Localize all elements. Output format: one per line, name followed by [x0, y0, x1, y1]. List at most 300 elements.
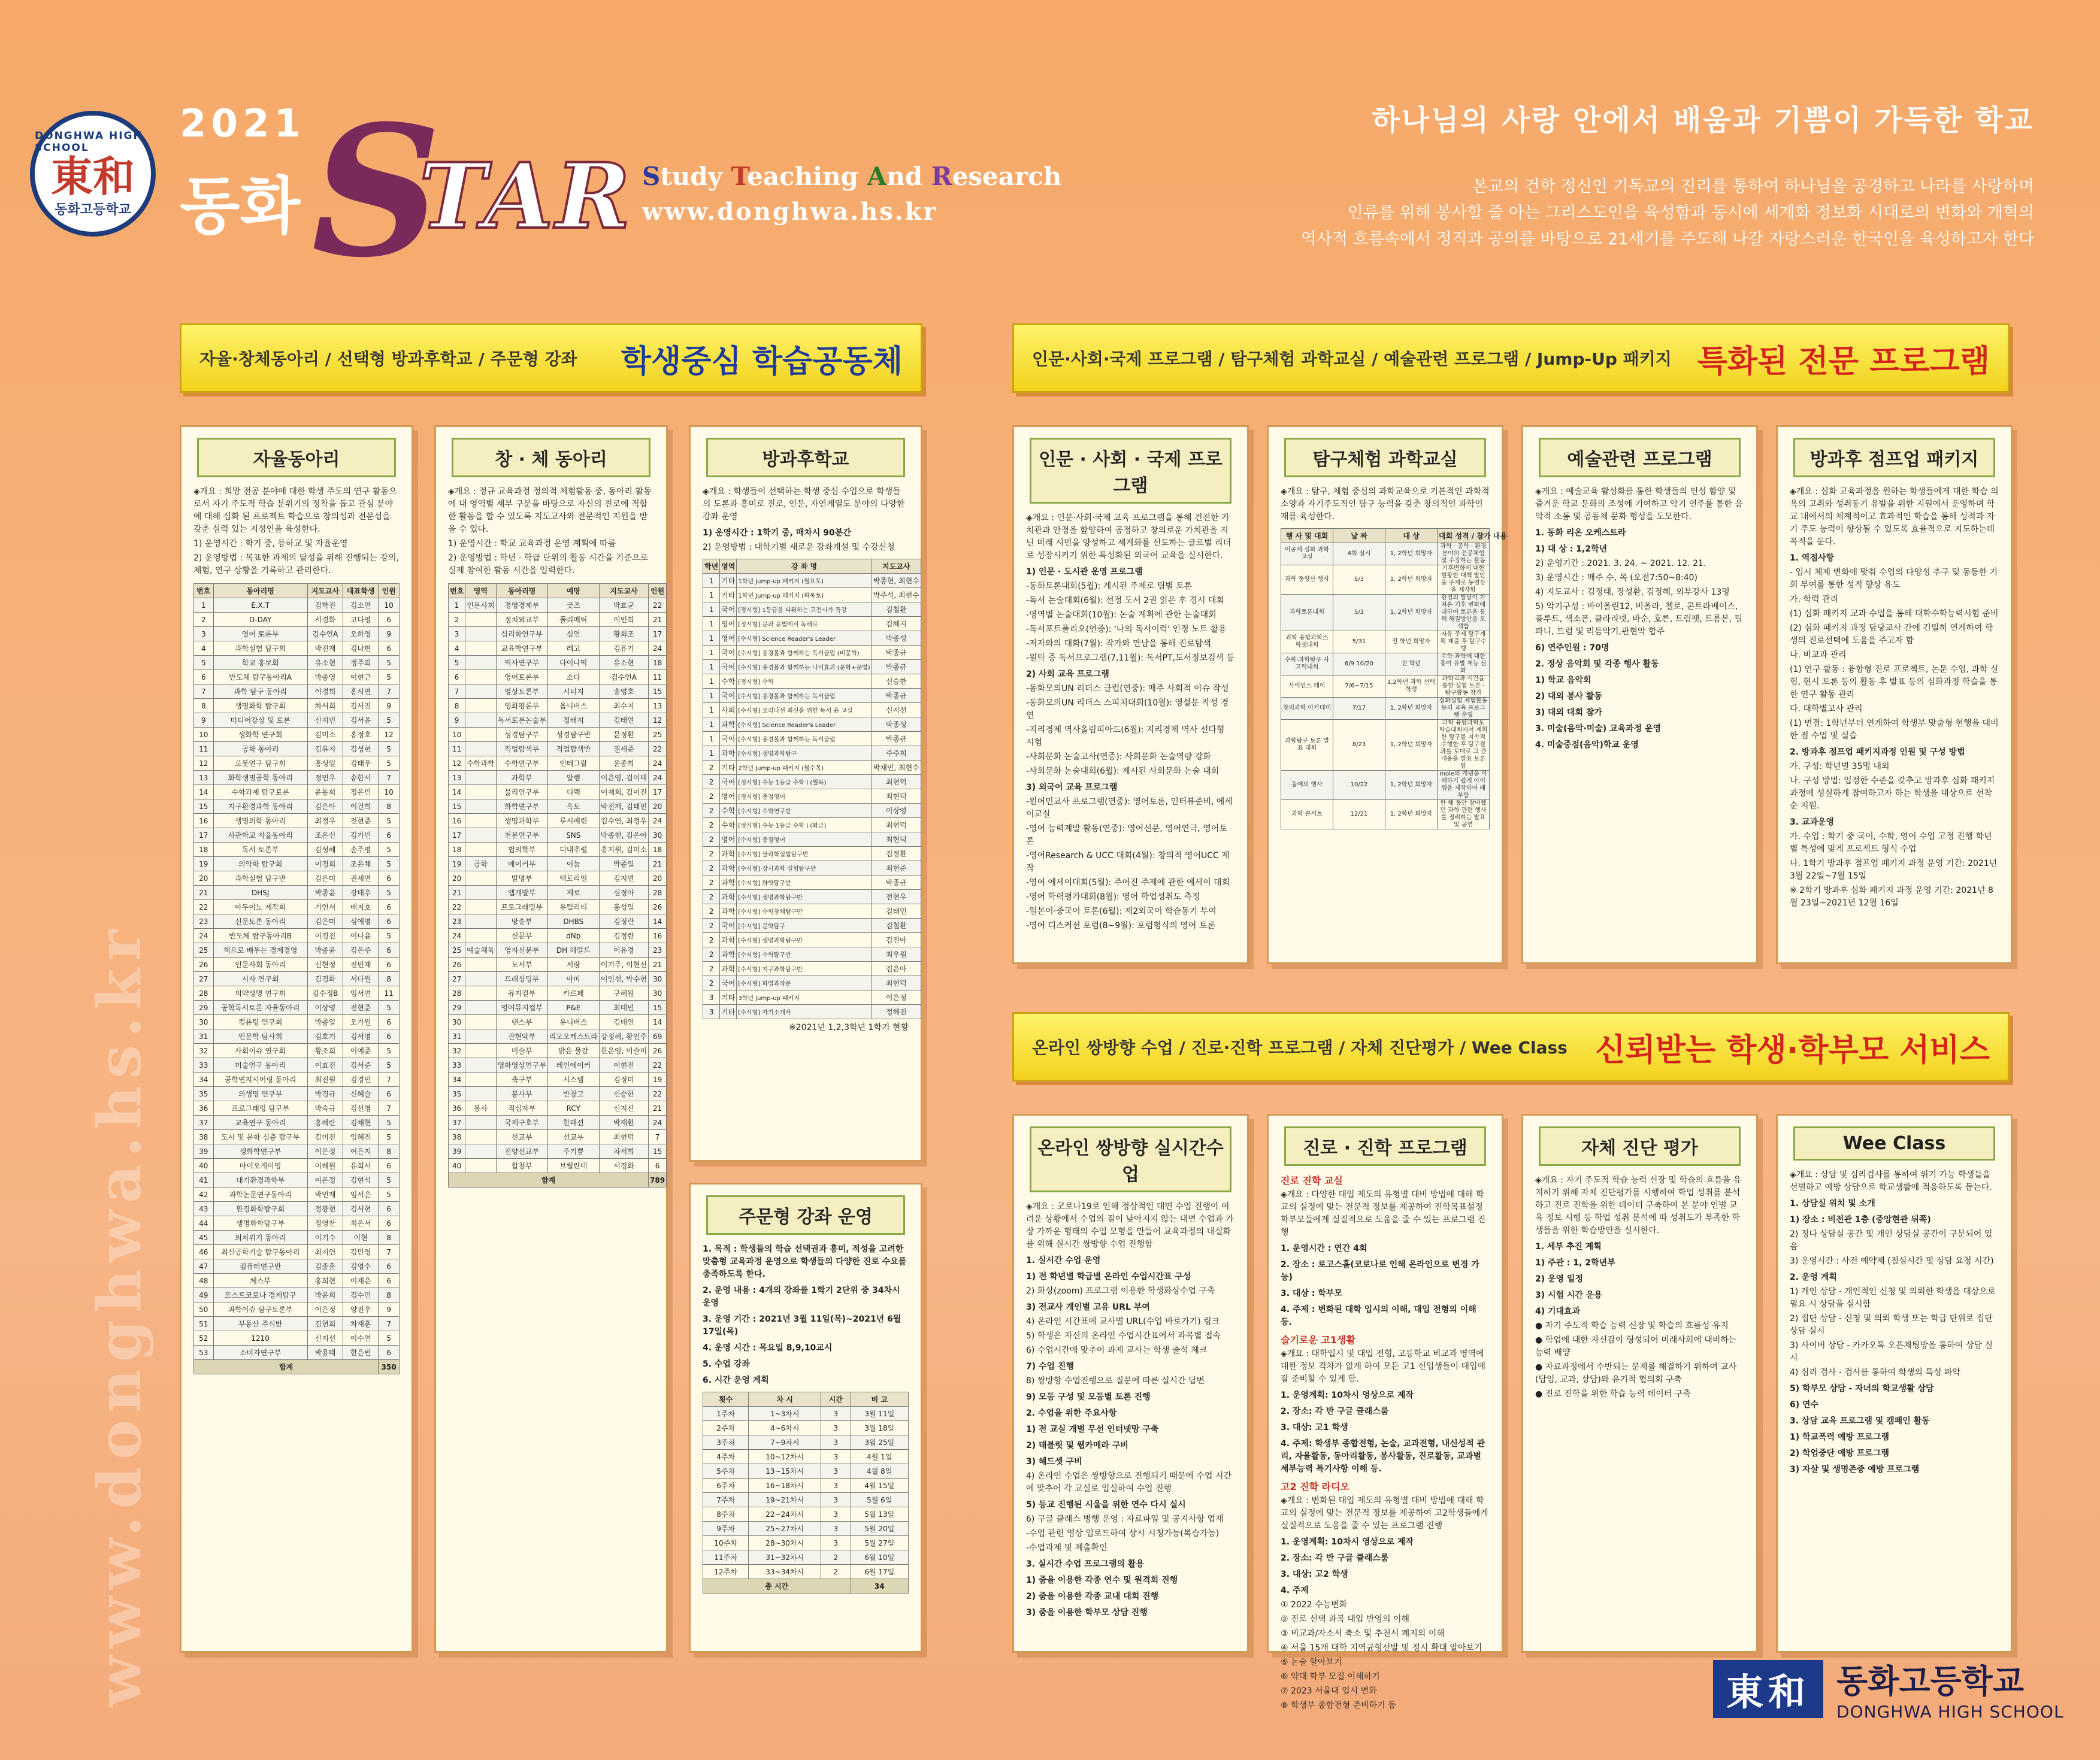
- table-cell: [정시형] 수능 1등급 수학 I (월목): [737, 775, 872, 789]
- table-row: [449, 613, 667, 627]
- table-cell: 21: [194, 886, 214, 900]
- table-cell: 전현우: [872, 890, 921, 904]
- table-cell: 주기쁨: [547, 1144, 599, 1159]
- table-cell: 앱개발부: [496, 886, 547, 900]
- table-cell: 26: [649, 900, 667, 914]
- table-row: [194, 699, 400, 713]
- table-cell: 과학 융합과학도 학술대회에서 계획한 탐구를 지속적 수행한 후 탐구결과를 토대로 그 간 내용을 발표 토론함: [1438, 720, 1490, 771]
- panel-line: ◈개요 : 정규 교육과정 정의적 체험활동 중, 동아리 활동에 대 영역별 세부 구분을 바탕으로 자신의 진로에 적합한 활동을 할 수 있도록 지도교사와 전문적인 지원을 받을 수 있다.: [448, 487, 652, 534]
- table-cell: 선교부: [496, 1130, 547, 1144]
- table-cell: 인문사회 동아리: [213, 958, 307, 972]
- table-header: 행 사 및 대회: [1281, 529, 1333, 543]
- table-cell: 임서연: [343, 986, 379, 1001]
- table-cell: 미술부: [496, 1044, 547, 1058]
- table-cell: 유틸리티: [547, 900, 599, 914]
- table-header: 지도교사: [599, 584, 648, 598]
- table-cell: 1, 2학년 희망자: [1385, 565, 1438, 595]
- panel-line: 3) 운영시간 : 매주 수, 목 (오전7:50~8:40): [1535, 573, 1698, 583]
- panel-title: 예술관련 프로그램: [1539, 438, 1741, 477]
- table-row: [449, 943, 667, 958]
- table-row: [194, 1331, 400, 1346]
- table-cell: 바이오게이밍: [213, 1159, 307, 1173]
- table-cell: 2: [821, 1565, 851, 1579]
- table-cell: 5월 13일: [851, 1507, 908, 1522]
- panel-line: 3) 자살 및 생명존중 예방 프로그램: [1790, 1465, 1920, 1474]
- table-cell: [465, 1073, 496, 1087]
- table-cell: 봉사부: [496, 1087, 547, 1101]
- panel-line: 1) 인문 · 도시관 운영 프로그램: [1026, 567, 1143, 577]
- table-cell: 8주차: [703, 1507, 749, 1522]
- table-cell: 20: [449, 871, 465, 886]
- table-cell: 최은서: [343, 1216, 379, 1231]
- table-row: [703, 1522, 909, 1536]
- table-cell: 11주차: [703, 1550, 749, 1565]
- table-cell: 5: [379, 886, 400, 900]
- table-cell: 과학탐구 토론 발표 대회: [1281, 720, 1333, 771]
- panel-line: ◈개요 : 상담 및 심리검사를 통하여 위기 가능 학생들을 선별하고 예방 상담으로 학교생활에 적응하도록 돕는다.: [1790, 1170, 1992, 1192]
- table-row: [703, 890, 921, 904]
- table-cell: 19~21차시: [749, 1493, 821, 1507]
- table-cell: 주주희: [872, 746, 921, 761]
- table-cell: 6: [379, 1029, 400, 1044]
- table-cell: 26: [649, 1044, 667, 1058]
- table-row: [1281, 800, 1490, 829]
- tagline-t-rest: eaching: [747, 162, 867, 191]
- table-cell: 21: [649, 613, 667, 627]
- table-cell: [수시형] 자기소개서: [737, 1005, 872, 1019]
- table-cell: 신지선: [872, 703, 921, 717]
- table-cell: 이은정: [307, 1173, 343, 1188]
- table-cell: [정시형] 총점영어: [737, 789, 872, 804]
- table-cell: 카르페: [547, 986, 599, 1001]
- table-row: [449, 1087, 667, 1101]
- panel-line: -영역별 논술대회(10월): 논술 계획에 관한 논술대회: [1026, 610, 1217, 620]
- table-cell: [465, 814, 496, 828]
- panel-text: [1790, 486, 1999, 910]
- table-cell: 38: [449, 1130, 465, 1144]
- table-cell: 1: [703, 689, 720, 703]
- table-row: [194, 771, 400, 785]
- panel-line: 2) 화상(zoom) 프로그램 이용한 학생화상수업 구축: [1026, 1286, 1215, 1296]
- table-cell: 김경민: [343, 1073, 379, 1087]
- table-row: [194, 900, 400, 914]
- panel-text: [448, 486, 654, 577]
- table-cell: 1, 2학년 희망자: [1385, 800, 1438, 829]
- panel-line: ⑥ 약대 학부 모집 이해하기: [1281, 1672, 1380, 1682]
- table-cell: 2: [703, 775, 720, 789]
- table-cell: 30: [449, 1015, 465, 1029]
- table-cell: 수학: [720, 674, 737, 689]
- table-cell: 인문학 탐사회: [213, 1029, 307, 1044]
- table-cell: 정주희: [343, 656, 379, 670]
- table-cell: 6: [379, 1015, 400, 1029]
- table-cell: 김수민: [343, 1288, 379, 1302]
- table-cell: 김현희: [307, 1317, 343, 1331]
- table-cell: 심연: [547, 627, 599, 641]
- table-row: [703, 861, 921, 876]
- table-cell: 한은빈: [343, 1346, 379, 1360]
- table-cell: 5: [379, 814, 400, 828]
- table-cell: 박종성: [872, 717, 921, 732]
- table-cell: 6: [379, 613, 400, 627]
- table-cell: 이재희, 김이진: [599, 785, 648, 799]
- panel-line: 나. 비교과 관리: [1790, 650, 1847, 660]
- panel-line: 가. 수업 : 학기 중 국어, 수학, 영어 수업 고정 진행 학년별 특성에 맞게 프로젝트 형식 수업: [1790, 832, 1992, 854]
- table-cell: 2: [703, 933, 720, 947]
- table-cell: 김태민: [872, 904, 921, 919]
- table-cell: 5: [449, 656, 465, 670]
- table-cell: 김채현: [343, 1116, 379, 1130]
- table-cell: 국어: [720, 919, 737, 933]
- table-row: [449, 1073, 667, 1087]
- table-header: 날 짜: [1333, 529, 1385, 543]
- table-cell: 3: [703, 1005, 720, 1019]
- table-cell: 과학토론대회: [1281, 595, 1333, 631]
- table-cell: 공학독서토론 자율동아리: [213, 1001, 307, 1015]
- table-row: [449, 1144, 667, 1159]
- table-cell: 6/9 10/20: [1333, 653, 1385, 675]
- panel-line: 2. 수업을 위한 주요사항: [1026, 1408, 1117, 1418]
- table-row: [703, 646, 921, 660]
- table-cell: 수학: [720, 818, 737, 832]
- panel-line: 1) 주관 : 1, 2학년부: [1535, 1258, 1615, 1268]
- table-cell: 5: [379, 1058, 400, 1073]
- table-cell: 20: [194, 871, 214, 886]
- table-cell: 김서준: [343, 1058, 379, 1073]
- table-cell: 최진원: [307, 1073, 343, 1087]
- table-cell: 이현진: [599, 1058, 648, 1073]
- panel-line: -원탁 중 독서프로그램(7,11월): 독서PT,도서정보검색 등: [1026, 653, 1235, 663]
- table-cell: 윤종희: [599, 756, 648, 771]
- table-cell: 김미소: [307, 728, 343, 742]
- panel-line: (1) 심화 패키지 교과 수업을 통해 대학수학능력시험 준비: [1790, 609, 1999, 619]
- table-cell: 40: [449, 1159, 465, 1173]
- table-cell: 29: [449, 1001, 465, 1015]
- table-cell: 33: [194, 1058, 214, 1073]
- table-header: 지도교사: [307, 584, 343, 598]
- table-cell: 3: [821, 1407, 851, 1421]
- table-header: 학년: [703, 559, 720, 574]
- panel-line: 3) 시험 시간 운용: [1535, 1291, 1602, 1300]
- table-cell: 6: [379, 1159, 400, 1173]
- table-cell: 1: [194, 598, 214, 613]
- table-row: [703, 631, 921, 646]
- club-table: [448, 583, 667, 1188]
- table-row: [449, 1029, 667, 1044]
- table-cell: 리모오케스트라: [547, 1029, 599, 1044]
- table-cell: 5: [194, 656, 214, 670]
- table-cell: 홍정호: [343, 728, 379, 742]
- panel-line: ◈개요 : 대학입시 및 대입 전형, 고등학교 비교과 영역에 대한 정보 격차가 없게 하여 모든 고1 신입생들이 대입에 잘 준비할 수 있게 함.: [1281, 1349, 1486, 1384]
- table-cell: 합창부: [496, 1159, 547, 1173]
- table-cell: 유희서: [343, 1159, 379, 1173]
- panel-creative-club: [434, 425, 668, 1653]
- table-cell: 3: [821, 1493, 851, 1507]
- table-cell: 한패션: [547, 1116, 599, 1130]
- table-row: [449, 986, 667, 1001]
- table-row: [194, 1288, 400, 1302]
- panel-line: -영어 학력평가대회(8월): 영어 학업성취도 측정: [1026, 892, 1200, 902]
- table-row: [1281, 653, 1490, 675]
- panel-line: ◈개요 : 희망 전공 분야에 대한 학생 주도의 연구 활동으로서 자기 주도적 학습 분위기의 정착을 돕고 관심 분야에 대해 심화 된 프로젝트 학습으로 창의성과 전문성을 갖춘 실력 있는 지성인을 육성한다.: [193, 487, 397, 534]
- table-cell: 3: [821, 1435, 851, 1450]
- table-cell: 환경의 발달이 가져온 기후 변화에 대하여 토론을 통해 해결방안을 모색함: [1438, 595, 1490, 631]
- table-cell: 임혜진: [343, 1130, 379, 1144]
- table-cell: 2: [703, 804, 720, 818]
- table-cell: 이눔: [547, 857, 599, 871]
- table-cell: 메이커부: [496, 857, 547, 871]
- table-cell: 김수연A: [599, 670, 648, 684]
- table-cell: 최현덕: [872, 832, 921, 847]
- table-cell: 1: [703, 602, 720, 617]
- panel-line: 1) 운영시간 : 학기 중, 등하교 및 자율운영: [193, 539, 348, 549]
- table-cell: dNp: [547, 929, 599, 943]
- panel-line: 1) 전 교실 개별 무선 인터넷망 구축: [1026, 1425, 1159, 1434]
- footer-school-logo: [1713, 1656, 2064, 1722]
- table-cell: 영어: [720, 789, 737, 804]
- panel-line: 1) 대 상 : 1,2학년: [1535, 544, 1608, 554]
- table-cell: 18: [649, 656, 667, 670]
- panel-line: 2) 사회 교육 프로그램: [1026, 670, 1109, 679]
- table-row: [194, 1159, 400, 1173]
- table-cell: 7: [379, 1073, 400, 1087]
- table-cell: 6: [379, 641, 400, 656]
- table-cell: 한 해 동안 참여했던 과학 관련 행사를 정리하는 발표 및 공연: [1438, 800, 1490, 829]
- table-cell: 댄스부: [496, 1015, 547, 1029]
- table-cell: 국어: [720, 732, 737, 746]
- table-cell: 20: [649, 799, 667, 814]
- panel-line: 4. 미술중점(음악)학교 운영: [1535, 740, 1639, 750]
- table-cell: 4주차: [703, 1450, 749, 1464]
- table-row: [703, 732, 921, 746]
- table-cell: 사이언스 데이: [1281, 675, 1333, 698]
- table-row: [449, 929, 667, 943]
- table-cell: 과학실험 탐구회: [213, 641, 307, 656]
- table-row: [194, 641, 400, 656]
- table-row: [194, 1274, 400, 1288]
- table-cell: 유니버스: [547, 1015, 599, 1029]
- table-cell: 과학실험 탐구반: [213, 871, 307, 886]
- panel-line: 6) 수업시간에 맞추어 과제 교사는 학생 출석 체크: [1026, 1346, 1208, 1355]
- table-cell: [수시형] 오리나선 최신을 위한 독서 윤 교실: [737, 703, 872, 717]
- panel-line: (1) 면접: 1학년부터 연계하여 학생부 맞춤형 현행을 대비한 점 수업 및 실습: [1790, 719, 1999, 741]
- table-cell: 최태민: [599, 1001, 648, 1015]
- table-cell: [수시형] 용경볼과 함께하는 독서클럽: [737, 689, 872, 703]
- table-cell: 2: [703, 947, 720, 962]
- table-row: [194, 756, 400, 771]
- table-cell: 6: [649, 1159, 667, 1173]
- table-cell: 심정아: [599, 886, 648, 900]
- table-cell: [465, 1029, 496, 1044]
- panel-line: -독서포트폴리오(연중): '나의 독서이력' 인정 노트 활용: [1026, 625, 1227, 634]
- table-row: [194, 914, 400, 929]
- table-row: [194, 814, 400, 828]
- table-cell: 최우원: [872, 947, 921, 962]
- table-cell: 김서윤: [343, 713, 379, 728]
- table-cell: 텍토리얼: [547, 871, 599, 886]
- panel-line: 1) 운영시간 : 학교 교육과정 운영 계획에 따름: [448, 539, 616, 549]
- table-cell: 신지선: [307, 1331, 343, 1346]
- panel-line: -영어 능력계발 활동(연중): 영어신문, 영어연극, 영어토론: [1026, 824, 1227, 846]
- table-cell: 프로그래밍부: [496, 900, 547, 914]
- panel-line: ① 2022 수능변화: [1281, 1600, 1348, 1610]
- table-cell: 김수정B: [307, 986, 343, 1001]
- table-cell: 3월 25일: [851, 1435, 908, 1450]
- table-row: [703, 1464, 909, 1479]
- table-row: [449, 627, 667, 641]
- table-cell: [수시형] 용경볼과 함께하는 나비효과 (문학+문법): [737, 660, 872, 674]
- table-cell: [465, 886, 496, 900]
- panel-line: 나. 구성 방법: 입정한 수준을 갖추고 방과후 심화 패키지과정에 성실하게 참여하고자 하는 학생을 대상으로 선착순 지원.: [1790, 776, 1995, 811]
- table-cell: [정시형] 수능 1등급 수학 I (화금): [737, 818, 872, 832]
- panel-line: 3. 상담 교육 프로그램 및 캠페인 활동: [1790, 1416, 1930, 1426]
- table-cell: 2: [703, 861, 720, 876]
- table-cell: 전현준: [343, 1001, 379, 1015]
- table-row: [194, 871, 400, 886]
- table-cell: 5: [379, 1188, 400, 1202]
- table-cell: 학교 홍보회: [213, 656, 307, 670]
- table-cell: E.X.T: [213, 598, 307, 613]
- table-cell: 14: [649, 914, 667, 929]
- table-header: 번호: [194, 584, 214, 598]
- banner-special-programs: [1012, 323, 2010, 393]
- table-cell: 최현덕: [872, 976, 921, 990]
- panel-line: 1. 운영시간 : 연간 4회: [1281, 1244, 1367, 1253]
- table-cell: 인문사회: [465, 598, 496, 613]
- table-cell: 홍혜란: [307, 1116, 343, 1130]
- table-cell: 22~24차시: [749, 1507, 821, 1522]
- table-cell: 지구환경과학 동아리: [213, 799, 307, 814]
- table-cell: 27: [194, 972, 214, 986]
- table-cell: 22: [449, 900, 465, 914]
- table-cell: 이경진: [307, 929, 343, 943]
- panel-line: 1. 동화 리온 오케스트라: [1535, 528, 1626, 538]
- table-cell: 6: [379, 1259, 400, 1274]
- table-cell: 과학 · 공학 · 환경 분야의 전공체험 및 수강하는 활동: [1438, 543, 1490, 565]
- table-cell: 강정혜, 황인주: [599, 1029, 648, 1044]
- table-cell: 김은미: [307, 871, 343, 886]
- intro-line: 역사적 흐름속에서 정직과 공의를 바탕으로 21세기를 주도해 나갈 자랑스러운 한국인을 육성하고자 한다: [1300, 230, 2034, 249]
- table-cell: 11: [449, 742, 465, 756]
- table-cell: 8: [194, 699, 214, 713]
- panel-line: ◈개요 : 변화된 대입 제도의 유형별 대비 방법에 대해 학교의 실정에 맞는 전문적 정보를 제공하여 고2학생들에게 실질적으로 도움을 줄 수 있는 프로그램 진행: [1281, 1496, 1488, 1531]
- table-cell: 3: [821, 1507, 851, 1522]
- table-cell: 독서토론논술부: [496, 713, 547, 728]
- table-footnote: ※2021년 1,2,3학년 1학기 현황: [789, 1023, 909, 1032]
- table-cell: 6: [379, 828, 400, 843]
- table-cell: 8: [379, 1231, 400, 1245]
- table-cell: 33~34차시: [749, 1565, 821, 1579]
- table-cell: 김수연, 최정우: [599, 814, 648, 828]
- table-row: [449, 713, 667, 728]
- panel-line: 3) 전교사 개인별 고유 URL 부여: [1026, 1302, 1150, 1312]
- panel-text: [1535, 1174, 1744, 1401]
- table-cell: 김정미: [599, 1073, 648, 1087]
- panel-title: 자체 진단 평가: [1539, 1126, 1741, 1166]
- table-row: [449, 670, 667, 684]
- table-cell: 5: [379, 929, 400, 943]
- table-cell: 신문토론 동아리: [213, 914, 307, 929]
- table-row: [449, 1116, 667, 1130]
- table-cell: 23: [194, 914, 214, 929]
- table-cell: 26: [449, 958, 465, 972]
- footer-hanja-mark: 東和: [1713, 1660, 1823, 1718]
- table-cell: 30: [649, 986, 667, 1001]
- table-cell: 1, 2학년 희망자: [1385, 543, 1438, 565]
- table-cell: 12/21: [1333, 800, 1385, 829]
- table-cell: 10: [194, 728, 214, 742]
- table-row: [194, 1015, 400, 1029]
- panel-line: 2. 운영 내용 : 4개의 강좌를 1학기 2단위 중 34차시 운영: [703, 1286, 900, 1308]
- panel-line: 1) 학교 음악회: [1535, 675, 1591, 685]
- footer-korean-name: 동화고등학교: [1836, 1662, 2024, 1700]
- panel-line: -영어Research & UCC 대회(4월): 창의적 영어UCC 제작: [1026, 851, 1230, 873]
- table-cell: 37: [449, 1116, 465, 1130]
- table-cell: 9: [449, 713, 465, 728]
- table-cell: 6: [379, 1346, 400, 1360]
- table-cell: 박진재: [307, 641, 343, 656]
- table-row: [194, 1029, 400, 1044]
- table-header: 차 시: [749, 1392, 821, 1407]
- table-cell: 의약학 탐구회: [213, 857, 307, 871]
- table-cell: 과학 탐구 동아리: [213, 684, 307, 699]
- table-cell: 32: [449, 1044, 465, 1058]
- table-cell: 50: [194, 1302, 214, 1317]
- panel-title: 진로 · 진학 프로그램: [1284, 1126, 1486, 1166]
- table-cell: 7~9차시: [749, 1435, 821, 1450]
- table-row: [449, 828, 667, 843]
- table-cell: 42: [194, 1188, 214, 1202]
- table-cell: 김호기: [307, 1029, 343, 1044]
- table-row: [194, 1001, 400, 1015]
- table-cell: 이상영: [872, 804, 921, 818]
- table-cell: 황조희: [307, 1044, 343, 1058]
- website-url[interactable]: www.donghwa.hs.kr: [642, 198, 938, 226]
- table-row: [1281, 543, 1490, 565]
- table-cell: 44: [194, 1216, 214, 1231]
- panel-line: 진로 진학 교실: [1281, 1175, 1343, 1186]
- table-cell: 19: [194, 857, 214, 871]
- table-cell: 13~15차시: [749, 1464, 821, 1479]
- table-cell: 43: [194, 1202, 214, 1216]
- table-cell: 1: [703, 674, 720, 689]
- table-header: 인원: [379, 584, 400, 598]
- table-cell: 발명부: [496, 871, 547, 886]
- table-cell: [465, 670, 496, 684]
- panel-line: (1) 연구 활동 : 융합형 진로 프로젝트, 논문 수업, 과학 실험, 현시 토론 등의 활동 후 발표 등의 심화과정 학습을 통한 연구 활동 관리: [1790, 665, 1999, 699]
- table-cell: 10: [379, 598, 400, 613]
- panel-line: ※ 2학기 방과후 심화 패키지 과정 운영 기간: 2021년 8월 23일~2021년 12월 16일: [1790, 886, 1993, 908]
- table-cell: 1: [703, 617, 720, 631]
- panel-line: 가. 구성: 학년별 35명 내외: [1790, 762, 1890, 771]
- table-cell: 17: [649, 785, 667, 799]
- table-cell: 2: [703, 904, 720, 919]
- table-cell: [465, 871, 496, 886]
- emblem-hanja: 東和: [51, 152, 135, 201]
- table-row: [194, 1073, 400, 1087]
- panel-self-assessment: [1521, 1114, 1758, 1653]
- panel-text: [1790, 1169, 1999, 1476]
- table-cell: 1: [703, 588, 720, 602]
- table-cell: 기타: [720, 574, 737, 588]
- panel-line: ⑤ 논술 알아보기: [1281, 1658, 1342, 1667]
- table-cell: 16~18차시: [749, 1479, 821, 1493]
- table-cell: 13: [449, 771, 465, 785]
- panel-title: 방과후학교: [706, 438, 905, 477]
- table-cell: 5: [379, 1001, 400, 1015]
- table-cell: 성경탐구반: [547, 728, 599, 742]
- panel-autonomous-club: [180, 425, 413, 1653]
